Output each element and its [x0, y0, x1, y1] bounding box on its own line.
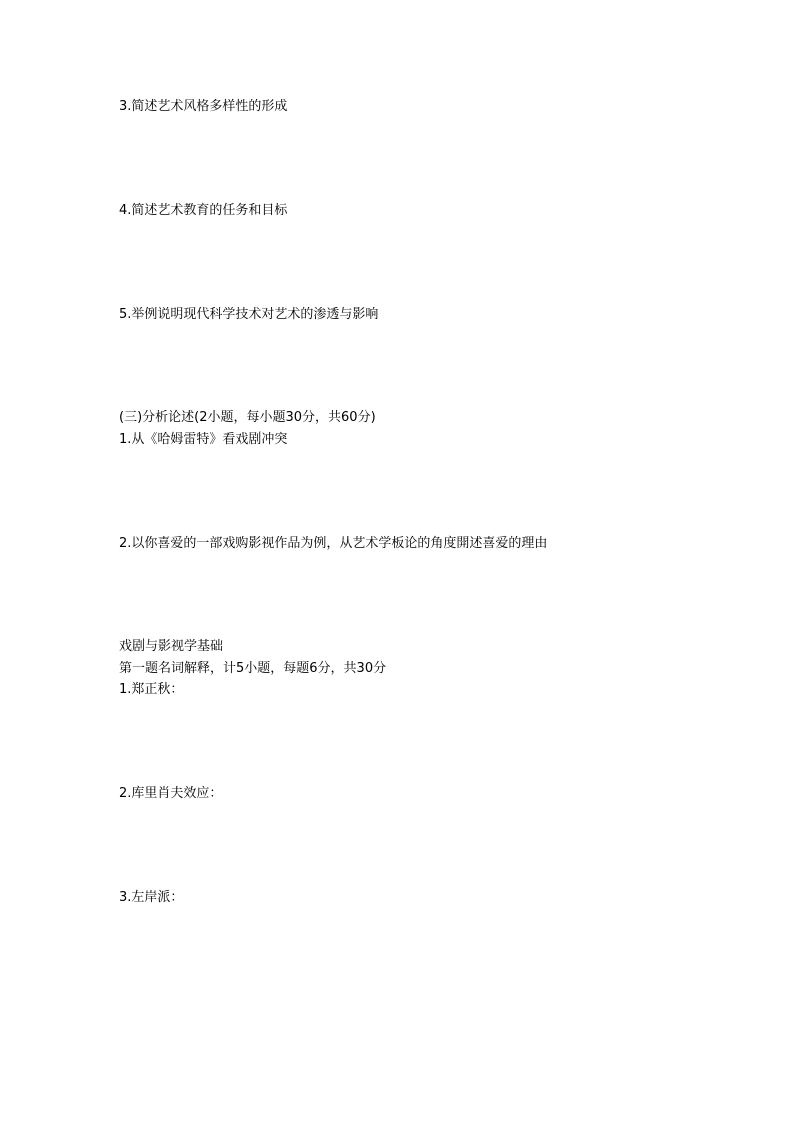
term-item-2: 2.库里肖夫效应： — [119, 786, 223, 801]
section-heading-analysis: (三)分析论述(2小题，每小题30分，共60分) — [119, 410, 376, 425]
question-favorite-work: 2.以你喜爱的一部戏购影视作品为例，从艺术学板论的角度開述喜爱的理由 — [119, 536, 548, 551]
subject-title: 戏剧与影视学基础 — [119, 639, 224, 654]
term-item-3: 3.左岸派： — [119, 890, 184, 905]
question-technology-influence: 5.举例说明现代科学技术对艺术的渗透与影响 — [119, 307, 379, 322]
term-item-1: 1.郑正秋： — [119, 682, 184, 697]
question-art-style-diversity: 3.简述艺术风格多样性的形成 — [119, 99, 288, 114]
question-art-education-goals: 4.简述艺术教育的任务和目标 — [119, 203, 288, 218]
section-heading-terms: 第一题名词解释，计5小题，每题6分，共30分 — [119, 661, 387, 676]
question-hamlet-conflict: 1.从《哈姆雷特》看戏剧冲突 — [119, 432, 288, 447]
